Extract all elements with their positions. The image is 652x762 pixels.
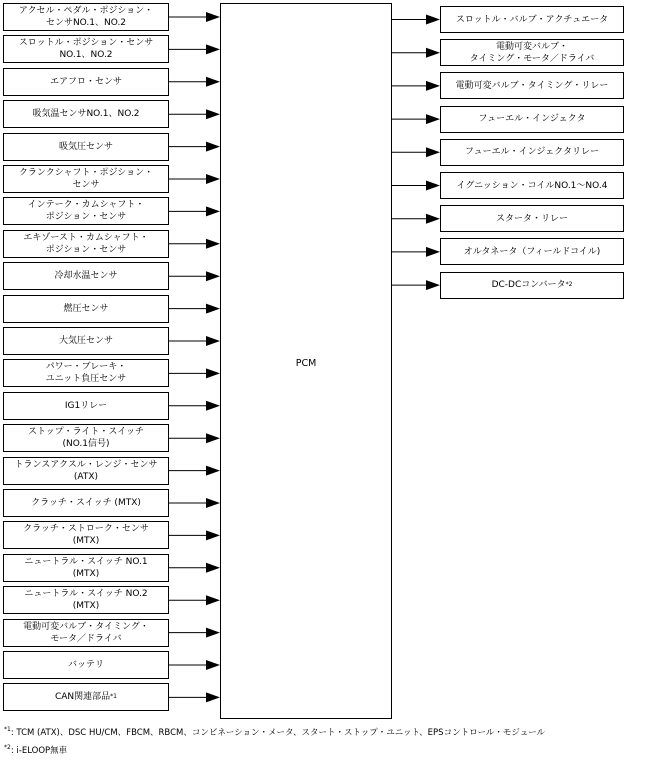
output-label-6: イグニッション・コイルNO.1〜NO.4 [456,180,608,191]
input-arrow-15-arrowhead [206,466,220,476]
output-label-8: オルタネータ（フィールドコイル) [463,246,601,257]
output-arrow-8-arrowhead [426,247,440,257]
output-box-8 [440,238,624,265]
input-box-16 [3,489,169,517]
input-box-15 [3,457,169,485]
footnote-2-mark: *2 [4,744,11,752]
output-box-5 [440,139,624,166]
output-label-3: 電動可変バルブ・タイミング・リレー [455,80,609,91]
input-label-5: 吸気圧センサ [58,141,113,152]
input-label-12: パワー・ブレーキ・ ユニット負圧センサ [45,362,127,385]
input-box-6 [3,165,169,193]
input-arrow-5-arrowhead [206,142,220,152]
output-arrow-1-arrowhead [426,15,440,25]
output-box-1 [440,6,624,33]
input-label-4: 吸気温センサNO.1、NO.2 [32,109,140,120]
output-arrow-4-arrowhead [426,114,440,124]
footnote-1-text: : TCM (ATX)、DSC HU/CM、FBCM、RBCM、コンビネーション・メータ、スタート・ストップ・ユニット、EPSコントロール・モジュール [10,728,546,738]
input-arrow-20-arrowhead [206,628,220,638]
input-arrow-14-arrowhead [206,433,220,443]
output-box-6 [440,172,624,199]
output-arrow-9-arrowhead [426,280,440,290]
input-box-11 [3,327,169,355]
input-box-18 [3,554,169,582]
input-label-2: スロットル・ポジション・センサ NO.1、NO.2 [18,38,154,61]
input-arrow-9-arrowhead [206,271,220,281]
input-label-7: インテーク・カムシャフト・ ポジション・センサ [27,200,145,223]
footnote-1 [4,726,545,738]
output-label-4: フューエル・インジェクタ [478,114,586,125]
input-arrow-7-arrowhead [206,206,220,216]
input-label-16: クラッチ・スイッチ (MTX) [31,498,141,508]
input-arrow-13-arrowhead [206,401,220,411]
input-label-9: 冷却水温センサ [54,271,118,282]
footnote-1-mark: *1 [4,726,11,734]
input-arrow-18-arrowhead [206,563,220,573]
input-box-20 [3,619,169,647]
input-box-2 [3,35,169,63]
input-arrow-2-arrowhead [206,44,220,54]
input-label-8: エキゾースト・カムシャフト・ ポジション・センサ [23,232,149,255]
input-box-1 [3,3,169,31]
input-arrow-16-arrowhead [206,498,220,508]
output-box-9 [440,272,624,299]
footnote-2-text: : i-ELOOP無車 [10,746,68,756]
input-arrow-21-arrowhead [206,660,220,670]
input-box-8 [3,230,169,258]
input-arrow-22-arrowhead [206,692,220,702]
output-label-2: 電動可変バルブ・ タイミング・モータ／ドライバ [469,41,595,64]
input-box-19 [3,586,169,614]
input-label-1: アクセル・ペダル・ポジション・ センサNO.1、NO.2 [18,6,154,28]
input-label-17: クラッチ・ストローク・センサ (MTX) [23,524,149,547]
input-label-6: クランクシャフト・ポジション・ センサ [18,168,154,190]
input-box-17 [3,521,169,549]
output-arrow-2-arrowhead [426,48,440,58]
input-box-10 [3,295,169,323]
input-box-21 [3,651,169,679]
input-box-4 [3,100,169,128]
input-label-3: エアフロ・センサ [49,76,122,87]
input-label-10: 燃圧センサ [63,303,109,314]
output-box-4 [440,106,624,133]
input-box-9 [3,262,169,290]
input-arrow-12-arrowhead [206,368,220,378]
output-box-7 [440,205,624,232]
input-label-11: 大気圧センサ [58,336,113,346]
input-label-20: 電動可変バルブ・タイミング・ モータ／ドライバ [23,621,149,644]
footnote-2 [4,744,67,756]
input-mark-22: *1 [110,693,117,701]
input-box-14 [3,424,169,452]
input-arrow-4-arrowhead [206,109,220,119]
output-arrow-3-arrowhead [426,81,440,91]
input-arrow-11-arrowhead [206,336,220,346]
input-arrow-10-arrowhead [206,304,220,314]
input-box-3 [3,68,169,96]
input-box-13 [3,392,169,420]
output-arrow-5-arrowhead [426,147,440,157]
input-label-19: ニュートラル・スイッチ NO.2 (MTX) [24,589,148,612]
input-arrow-1-arrowhead [206,12,220,22]
input-box-22 [3,683,169,711]
output-label-9: DC-DCコンバータ [491,280,566,291]
input-arrow-17-arrowhead [206,530,220,540]
input-arrow-6-arrowhead [206,174,220,184]
input-box-5 [3,133,169,161]
input-box-12 [3,359,169,387]
output-arrow-6-arrowhead [426,181,440,191]
input-label-21: バッテリ [67,660,104,670]
input-arrow-8-arrowhead [206,239,220,249]
input-box-7 [3,197,169,225]
output-label-7: スタータ・リレー [495,213,568,224]
output-arrow-7-arrowhead [426,214,440,224]
input-label-14: ストップ・ライト・スイッチ (NO.1信号) [27,427,145,450]
output-box-2 [440,39,624,66]
input-arrow-19-arrowhead [206,595,220,605]
input-label-13: IG1リレー [64,400,108,411]
output-mark-9: *2 [565,281,573,289]
input-label-18: ニュートラル・スイッチ NO.1 (MTX) [24,556,148,579]
input-arrow-3-arrowhead [206,77,220,87]
input-label-22: CAN関連部品 [54,692,111,703]
input-label-15: トランスアクスル・レンジ・センサ (ATX) [14,459,158,482]
output-box-3 [440,72,624,99]
output-label-5: フューエル・インジェクタリレー [465,147,599,158]
pcm-label: PCM [295,358,317,369]
output-label-1: スロットル・バルブ・アクチュエータ [455,14,609,25]
pcm-block [220,3,392,719]
